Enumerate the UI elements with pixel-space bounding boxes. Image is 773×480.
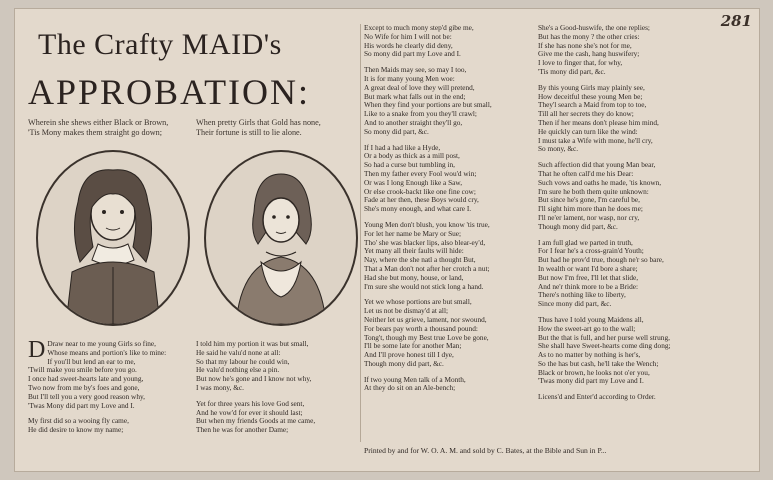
verse-line: But the that is full, and her purse well strung, bbox=[538, 332, 670, 342]
verse-line: Such vows and oaths he made, 'tis known, bbox=[538, 177, 662, 187]
verse-line: If I had a had like a Hyde, bbox=[364, 142, 441, 152]
title-line-1: The Crafty MAID's bbox=[38, 28, 282, 61]
verse-line: Yet for three years his love God sent, bbox=[196, 398, 305, 408]
verse-line: By this young Girls may plainly see, bbox=[538, 82, 645, 92]
verse-line: She shall have Sweet-hearts come ding dong; bbox=[538, 341, 671, 351]
verse-line: I'm sure he both them quite unknown: bbox=[538, 186, 649, 196]
verse-line: For bears pay worth a thousand pound: bbox=[364, 323, 478, 333]
licence-note bbox=[538, 393, 718, 402]
subtitle-left bbox=[28, 118, 168, 137]
stanza bbox=[364, 298, 532, 368]
verse-line: For let her name be Mary or Sue; bbox=[364, 228, 462, 238]
verse-line: Since mony did part, &c. bbox=[538, 299, 612, 309]
verse-line: I love to finger that, for why, bbox=[538, 58, 623, 68]
verse-line: If you'll but lend an ear to me, bbox=[47, 356, 136, 366]
verse-line: It is for many young Men woe: bbox=[364, 73, 455, 83]
subtitle-right bbox=[196, 118, 321, 137]
verse-line: Or a body as thick as a mill post, bbox=[364, 151, 460, 161]
verse-line: So had a curse but tumbling in, bbox=[364, 160, 455, 170]
verse-line: Tho' she was blacker lips, also blear-ey'd, bbox=[364, 237, 486, 247]
verse-line: I told him my portion it was but small, bbox=[196, 339, 309, 348]
verse-line: Till all her secrets they do know; bbox=[538, 109, 634, 119]
verse-line: Though mony did part, &c. bbox=[538, 221, 618, 231]
portrait-lady-image bbox=[204, 150, 358, 326]
verse-line: Or was I long Enough like a Saw, bbox=[364, 177, 463, 187]
verse-line: Let us not be dismay'd at all; bbox=[364, 306, 448, 316]
stanza bbox=[364, 144, 532, 214]
verse-column-middle bbox=[196, 340, 356, 442]
drop-cap: D bbox=[28, 337, 46, 363]
verse-line: 'Twill make you smile before you go. bbox=[28, 365, 137, 375]
subtitle-right-line: When pretty Girls that Gold has none, bbox=[196, 118, 321, 127]
verse-line: And to another straight they'll go, bbox=[364, 117, 463, 127]
verse-line: Then my father every Fool wou'd win; bbox=[364, 168, 477, 178]
verse-line: Or else crook-backt like one fine cow; bbox=[364, 186, 476, 196]
verse-line: But when my friends Goods at me came, bbox=[196, 416, 316, 426]
verse-line: If she has none she's not for me, bbox=[538, 40, 632, 50]
subtitle-right-line: Their fortune is still to lie alone. bbox=[196, 127, 302, 137]
stanza bbox=[538, 84, 718, 154]
title-line-2: APPROBATION: bbox=[28, 72, 311, 112]
column-divider bbox=[360, 24, 361, 442]
verse-line: At they do sit on an Ale-bench; bbox=[364, 383, 456, 393]
stanza bbox=[196, 340, 356, 393]
licence-line: Licens'd and Enter'd according to Order. bbox=[538, 392, 656, 402]
verse-line: How the sweet-art go to the wall; bbox=[538, 323, 636, 333]
verse-line: Had she but mony, house, or land, bbox=[364, 272, 464, 282]
verse-line: I once had sweet-hearts late and young, bbox=[28, 374, 144, 384]
verse-line: But has the mony ? the other cries: bbox=[538, 31, 640, 41]
verse-line: And ne'r think more to be a Bride: bbox=[538, 281, 639, 291]
verse-column-left bbox=[28, 337, 188, 442]
page-number: 281 bbox=[720, 12, 752, 30]
subtitle-left-line: Wherein she shews either Black or Brown, bbox=[28, 118, 169, 127]
imprint-colophon: Printed by and for W. O. A. M. and sold by C. Bates, at the Bible and Sun in P... bbox=[364, 446, 607, 455]
verse-line: Young Men don't blush, you know 'tis true, bbox=[364, 219, 490, 229]
verse-line: Then if her means don't please him mind, bbox=[538, 117, 659, 127]
verse-line: If two young Men talk of a Month, bbox=[364, 374, 466, 384]
verse-line: For I fear he's a cross-grain'd Youth; bbox=[538, 246, 644, 256]
verse-line: 'Twas Mony did part my Love and I. bbox=[28, 400, 135, 410]
verse-line: Two now from me by's foes and gone, bbox=[28, 382, 140, 392]
verse-line: Except to much mony step'd gibe me, bbox=[364, 23, 474, 32]
verse-line: I'll sight him more than he does me; bbox=[538, 204, 643, 214]
verse-line: Like to a snake from you they'll crawl; bbox=[364, 109, 477, 119]
verse-line: Draw near to me young Girls so fine, bbox=[47, 339, 156, 348]
lady-woodcut-icon bbox=[206, 152, 356, 324]
gentleman-woodcut-icon bbox=[38, 152, 188, 324]
verse-line: Though mony did part, &c. bbox=[364, 358, 444, 368]
verse-line: When they find your portions are but small, bbox=[364, 100, 492, 110]
verse-line: Give me the cash, hang huswifery; bbox=[538, 49, 640, 59]
verse-line: As to no matter by nothing is her's, bbox=[538, 350, 641, 360]
verse-line: But had he prov'd true, though ne'r so bare, bbox=[538, 255, 664, 265]
stanza bbox=[196, 400, 356, 435]
verse-line: Thus have I told young Maidens all, bbox=[538, 314, 644, 324]
verse-line: Whose means and portion's like to mine: bbox=[47, 347, 167, 357]
verse-line: How deceitful these young Men be; bbox=[538, 91, 643, 101]
verse-line: I'll be some late for another Man; bbox=[364, 341, 462, 351]
verse-line: His words he clearly did deny, bbox=[364, 40, 453, 50]
verse-line: He valu'd nothing else a pin. bbox=[196, 365, 280, 375]
stanza bbox=[364, 66, 532, 136]
stanza bbox=[538, 316, 718, 386]
stanza bbox=[28, 337, 188, 410]
verse-line: He did desire to know my name; bbox=[28, 425, 124, 435]
verse-line: There's nothing like to liberty, bbox=[538, 290, 626, 300]
stanza bbox=[538, 239, 718, 309]
verse-line: But mark what falls out in the end; bbox=[364, 91, 466, 101]
stanza bbox=[28, 417, 188, 435]
verse-line: But I'll tell you a very good reason why, bbox=[28, 391, 145, 401]
verse-line: He quickly can turn like the wind: bbox=[538, 126, 638, 136]
verse-line: Neither let us grieve, lament, nor swound, bbox=[364, 314, 487, 324]
verse-column-right-a bbox=[364, 24, 532, 400]
verse-line: She's mony enough, and what care I. bbox=[364, 204, 472, 214]
verse-line: Fade at her then, these Boys would cry, bbox=[364, 195, 479, 205]
verse-line: So that my labour he could win, bbox=[196, 356, 290, 366]
verse-line: Nay, where the she natl a thought But, bbox=[364, 255, 476, 265]
verse-line: Then Maids may see, so may I too, bbox=[364, 65, 467, 75]
verse-line: So mony, &c. bbox=[538, 144, 579, 154]
verse-line: I'll ne'er lament, nor wasp, nor cry, bbox=[538, 212, 640, 222]
verse-line: So mony did part, &c. bbox=[364, 126, 429, 136]
verse-line: Then he was for another Dame; bbox=[196, 425, 289, 435]
verse-line: But now I'm free, I'll let that slide, bbox=[538, 272, 639, 282]
verse-line: So mony did part my Love and I. bbox=[364, 49, 461, 59]
stanza bbox=[364, 221, 532, 291]
verse-column-right-b bbox=[538, 24, 718, 409]
verse-line: But since he's gone, I'm careful be, bbox=[538, 195, 640, 205]
verse-line: I'm sure she would not stick long a hand. bbox=[364, 281, 484, 291]
verse-line: My first did so a wooing fly came, bbox=[28, 416, 129, 426]
stanza bbox=[538, 161, 718, 231]
verse-line: He said he valu'd none at all: bbox=[196, 347, 281, 357]
portrait-gentleman-image bbox=[36, 150, 190, 326]
verse-line: And I'll prove honest till I dye, bbox=[364, 350, 454, 360]
verse-line: Tong't, though my Best true Love be gone, bbox=[364, 332, 489, 342]
verse-line: Yet many all their faults will hide: bbox=[364, 246, 464, 256]
stanza bbox=[538, 24, 718, 77]
verse-line: And he vow'd for ever it should last; bbox=[196, 407, 303, 417]
verse-line: So the has but cash, he'll take the Wench; bbox=[538, 358, 659, 368]
verse-line: I am full glad we parted in truth, bbox=[538, 237, 633, 247]
verse-line: Such affection did that young Man bear, bbox=[538, 160, 656, 170]
verse-line: Black or brown, he looks not o'er you, bbox=[538, 367, 650, 377]
verse-line: That he often call'd me his Dear: bbox=[538, 168, 634, 178]
verse-line: 'Tis mony did part, &c. bbox=[538, 66, 606, 76]
verse-line: I was mony, &c. bbox=[196, 382, 244, 392]
verse-line: She's a Good-huswife, the one replies; bbox=[538, 23, 650, 32]
verse-line: 'Twas mony did part my Love and I. bbox=[538, 376, 644, 386]
verse-line: A great deal of love they will pretend, bbox=[364, 82, 475, 92]
broadside-sheet bbox=[14, 8, 760, 472]
verse-line: I must take a Wife with mone, he'll cry, bbox=[538, 135, 653, 145]
verse-line: In wealth or want I'd bore a share; bbox=[538, 263, 638, 273]
verse-line: That a Man don't not after her crotch a nut; bbox=[364, 263, 490, 273]
stanza bbox=[364, 376, 532, 394]
verse-line: But now he's gone and I know not why, bbox=[196, 374, 312, 384]
verse-line: No Wife for him I will not be: bbox=[364, 31, 452, 41]
stanza bbox=[364, 24, 532, 59]
verse-line: They'l search a Maid from top to toe, bbox=[538, 100, 647, 110]
verse-line: Yet we whose portions are but small, bbox=[364, 297, 472, 307]
subtitle-left-line: 'Tis Mony makes them straight go down; bbox=[28, 127, 162, 137]
